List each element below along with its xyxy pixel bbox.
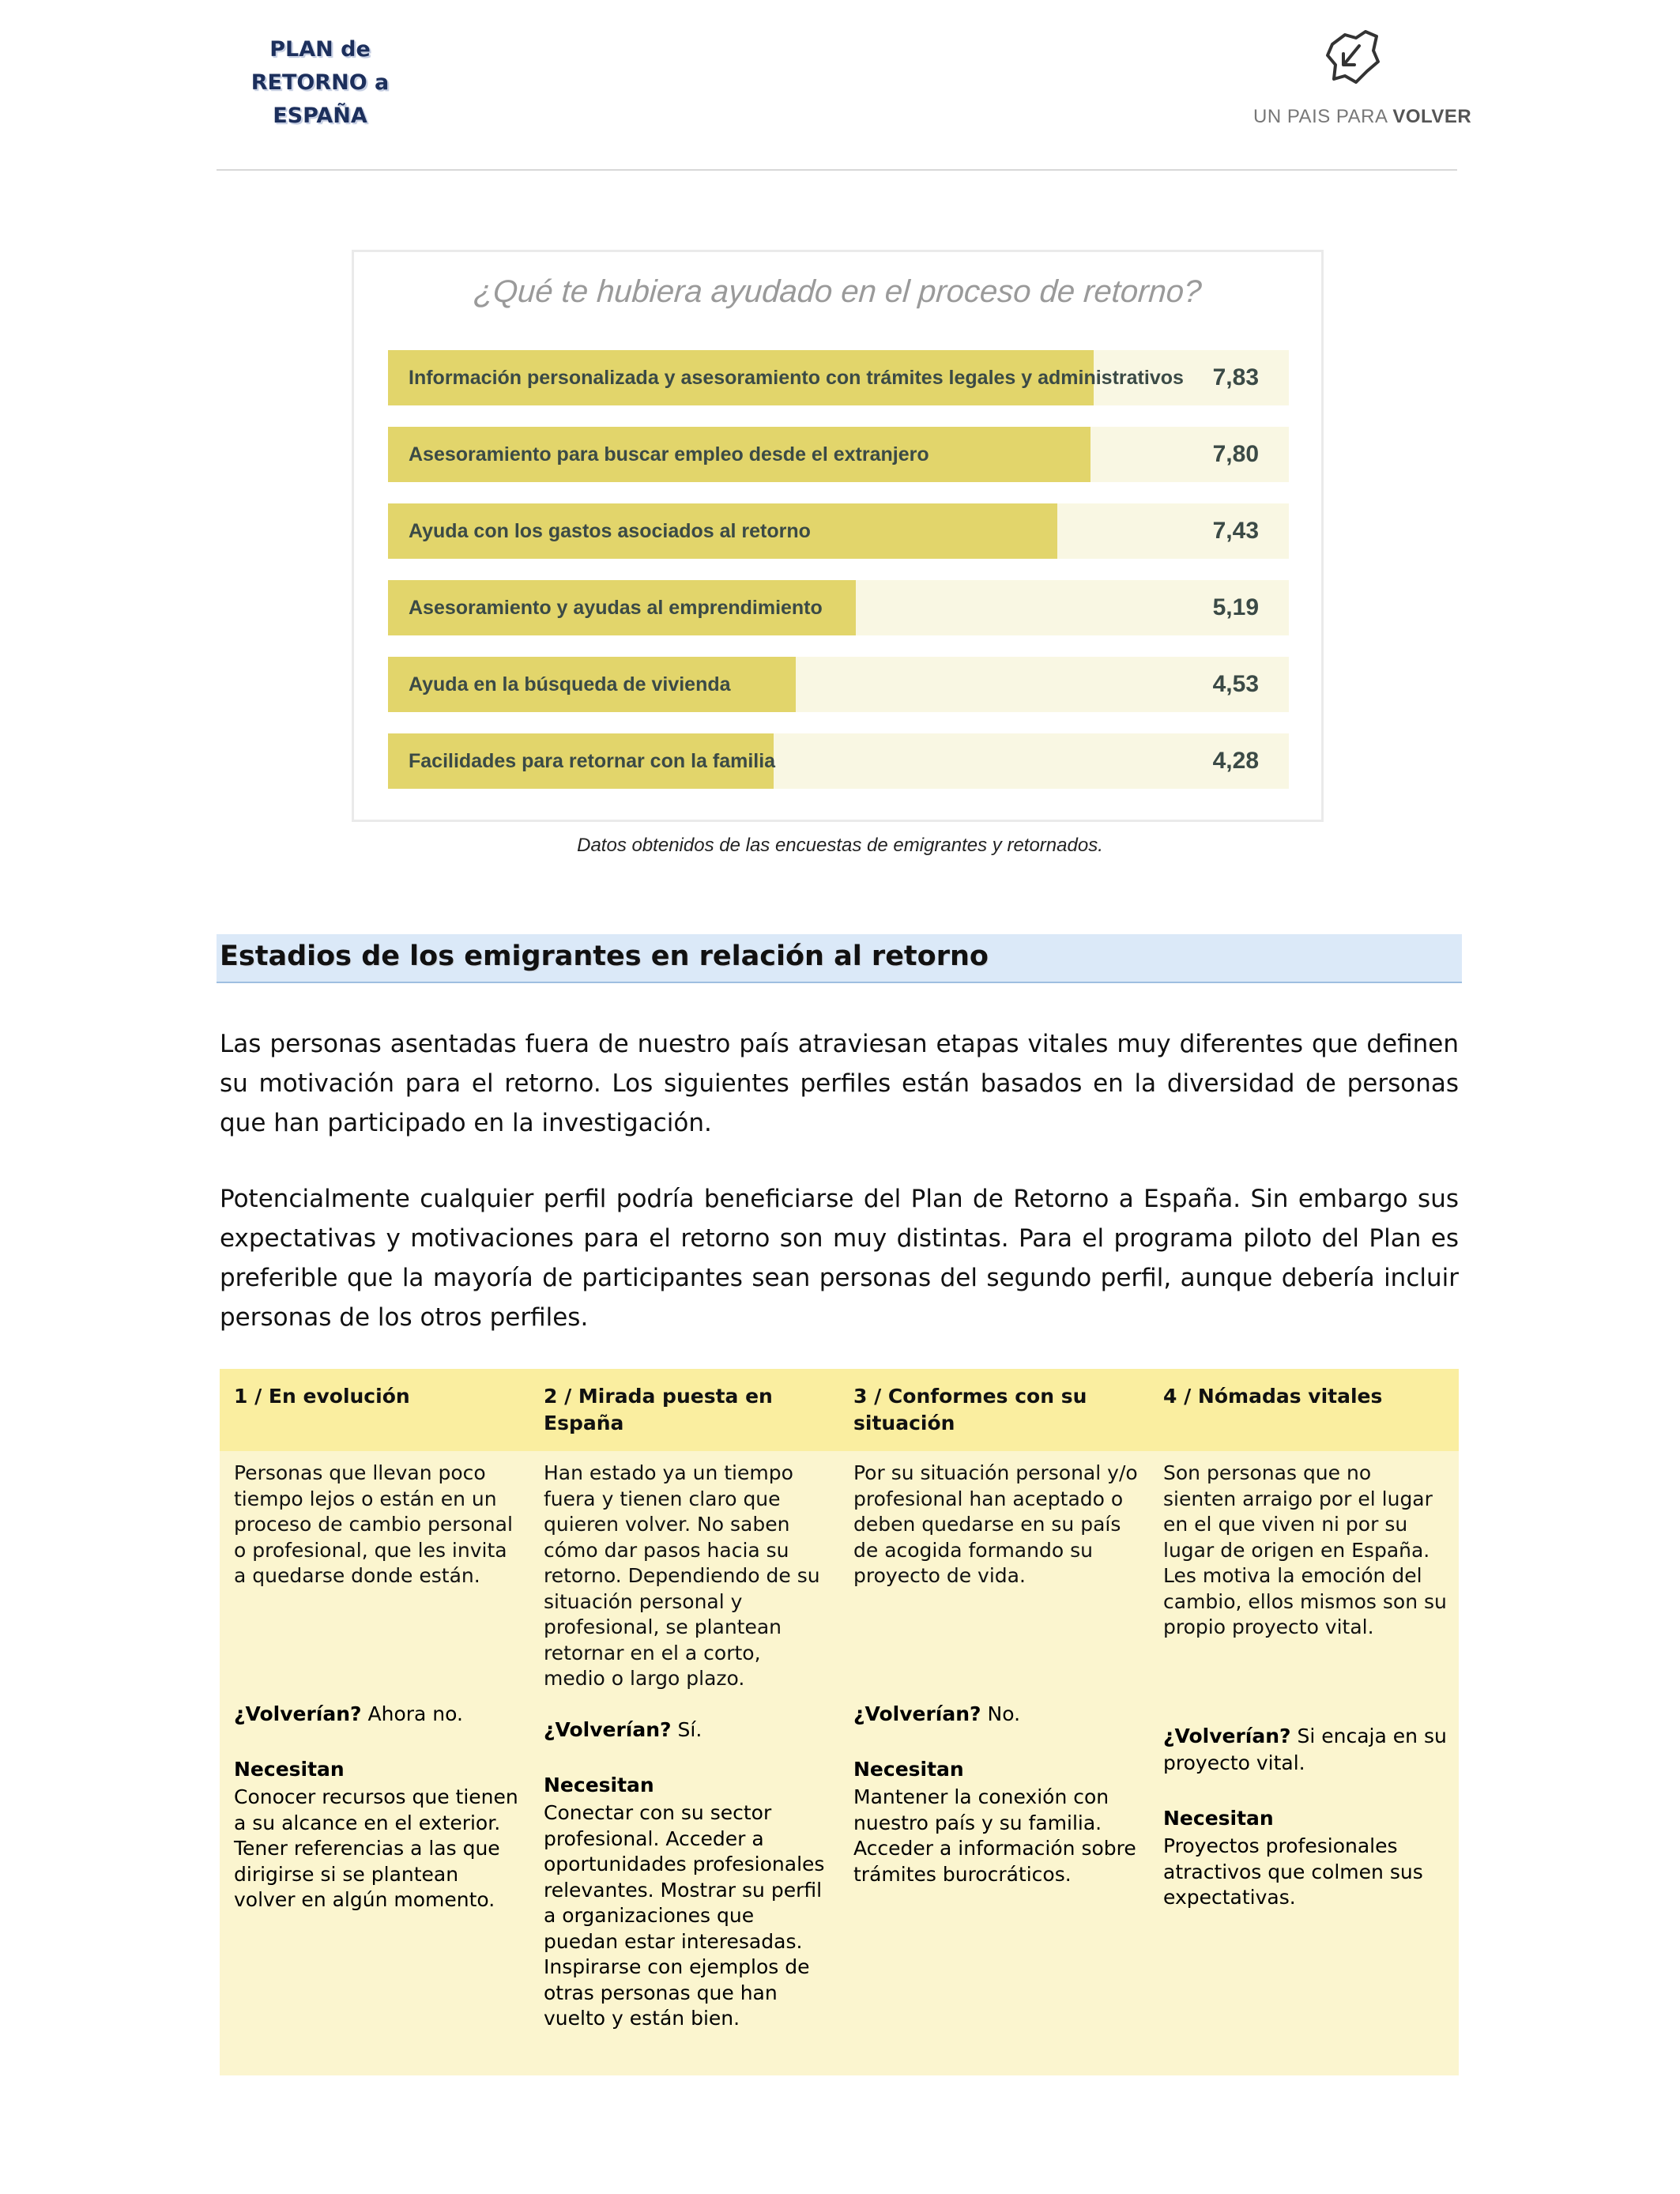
chart-panel <box>352 250 1324 822</box>
return-answer: Sí. <box>671 1718 703 1741</box>
return-question-label: ¿Volverían? <box>853 1702 981 1725</box>
logo-tagline-prefix: UN PAIS PARA <box>1253 106 1388 127</box>
profile-description: Personas que llevan poco tiempo lejos o están en un proceso de cambio personal o profesional, que les invita a quedarse donde están. <box>234 1461 513 1587</box>
section-heading <box>217 934 1462 983</box>
plan-logo-line-2: RETORNO a <box>250 70 390 95</box>
profile-return-answer <box>544 1717 828 1744</box>
needs-text: Proyectos profesionales atractivos que colmen sus expectativas. <box>1163 1834 1423 1909</box>
chart-bar-row <box>388 733 1289 789</box>
profiles-table <box>220 1369 1459 2075</box>
chart-bar-row <box>388 350 1289 405</box>
paragraph-plan: Potencialmente cualquier perfil podría beneficiarse del Plan de Retorno a España. Sin embargo sus expectativas y motivaciones para el retorno son muy distintas. Para el programa piloto del Plan es preferible que la mayoría de participantes sean personas del segundo perfil, aunque debería incluir personas de los otros perfiles. <box>220 1185 1459 1332</box>
chart-bar-label: Ayuda en la búsqueda de vivienda <box>409 673 731 696</box>
chart-bar-value: 7,43 <box>1212 518 1259 544</box>
needs-text: Mantener la conexión con nuestro país y su familia. Acceder a información sobre trámites burocráticos. <box>853 1785 1136 1886</box>
needs-label: Necesitan <box>853 1758 964 1781</box>
profiles-header-row <box>220 1369 1459 1451</box>
needs-text: Conectar con su sector profesional. Acceder a oportunidades profesionales relevantes. Mostrar su perfil a organizaciones que puedan estar interesadas. Inspirarse con ejemplos de otras personas que han vuelto y están bien. <box>544 1801 825 2030</box>
profile-return-answer <box>853 1701 1138 1728</box>
chart-bar-row <box>388 580 1289 635</box>
chart-caption: Datos obtenidos de las encuestas de emigrantes y retornados. <box>577 835 1103 856</box>
profile-description: Han estado ya un tiempo fuera y tienen claro que quieren volver. No saben cómo dar pasos hacia su retorno. Dependiendo de su situación personal y profesional, se plantean retornar en el a corto, medio o largo plazo. <box>544 1461 820 1690</box>
plan-logo <box>247 33 394 133</box>
paragraph-intro: Las personas asentadas fuera de nuestro país atraviesan etapas vitales muy diferentes que definen su motivación para el retorno. Los siguientes perfiles están basados en la diversidad de personas que han participado en la investigación. <box>220 1030 1459 1137</box>
needs-label: Necesitan <box>544 1774 654 1796</box>
profile-title: 3 / Conformes con su situación <box>853 1385 1087 1434</box>
chart-bar-value: 5,19 <box>1212 594 1259 620</box>
needs-label: Necesitan <box>234 1758 345 1781</box>
plan-logo-line-1: PLAN de <box>269 37 371 62</box>
header-divider <box>217 169 1457 171</box>
chart-bar-value: 7,83 <box>1212 364 1259 390</box>
chart-bar-value: 4,53 <box>1212 671 1259 697</box>
chart-bar-label: Ayuda con los gastos asociados al retorno <box>409 520 811 542</box>
return-map-icon <box>1321 27 1384 90</box>
chart-bar-value: 7,80 <box>1212 441 1259 467</box>
chart-bar-value: 4,28 <box>1212 748 1259 774</box>
un-pais-para-volver-logo <box>1253 27 1472 138</box>
chart-bar-label: Facilidades para retornar con la familia <box>409 750 776 772</box>
profile-description: Por su situación personal y/o profesional han aceptado o deben quedarse en su país de acogida formando su proyecto de vida. <box>853 1461 1138 1587</box>
profile-title: 1 / En evolución <box>234 1385 410 1408</box>
logo-tagline-bold: VOLVER <box>1392 106 1472 127</box>
return-question-label: ¿Volverían? <box>234 1702 362 1725</box>
chart-bar-label: Asesoramiento y ayudas al emprendimiento <box>409 597 823 619</box>
return-answer: Ahora no. <box>361 1702 463 1725</box>
plan-logo-line-3: ESPAÑA <box>273 104 367 128</box>
profile-title: 2 / Mirada puesta en España <box>544 1385 773 1434</box>
return-question-label: ¿Volverían? <box>544 1718 672 1741</box>
needs-label: Necesitan <box>1163 1807 1274 1830</box>
needs-text: Conocer recursos que tienen a su alcance en el exterior. Tener referencias a las que dirigirse si se plantean volver en algún momento. <box>234 1785 518 1911</box>
profile-description: Son personas que no sienten arraigo por el lugar en el que viven ni por su lugar de origen en España. Les motiva la emoción del cambio, ellos mismos son su propio proyecto vital. <box>1163 1461 1447 1638</box>
chart-bar-label: Información personalizada y asesoramiento con trámites legales y administrativos <box>409 367 1184 389</box>
return-answer: Si encaja en su proyecto vital. <box>1163 1725 1447 1774</box>
profile-return-answer <box>234 1701 518 1728</box>
chart-title: ¿Qué te hubiera ayudado en el proceso de retorno? <box>473 274 1203 309</box>
profile-return-answer <box>1163 1723 1448 1777</box>
chart-bar-row <box>388 503 1289 559</box>
chart-bar-row <box>388 657 1289 712</box>
section-title: Estadios de los emigrantes en relación al retorno <box>220 941 989 972</box>
chart-bar-row <box>388 427 1289 482</box>
return-answer: No. <box>981 1702 1021 1725</box>
chart-bar-label: Asesoramiento para buscar empleo desde el extranjero <box>409 443 929 466</box>
logo-tagline <box>1253 106 1472 128</box>
return-question-label: ¿Volverían? <box>1163 1725 1291 1747</box>
profile-title: 4 / Nómadas vitales <box>1163 1385 1383 1408</box>
